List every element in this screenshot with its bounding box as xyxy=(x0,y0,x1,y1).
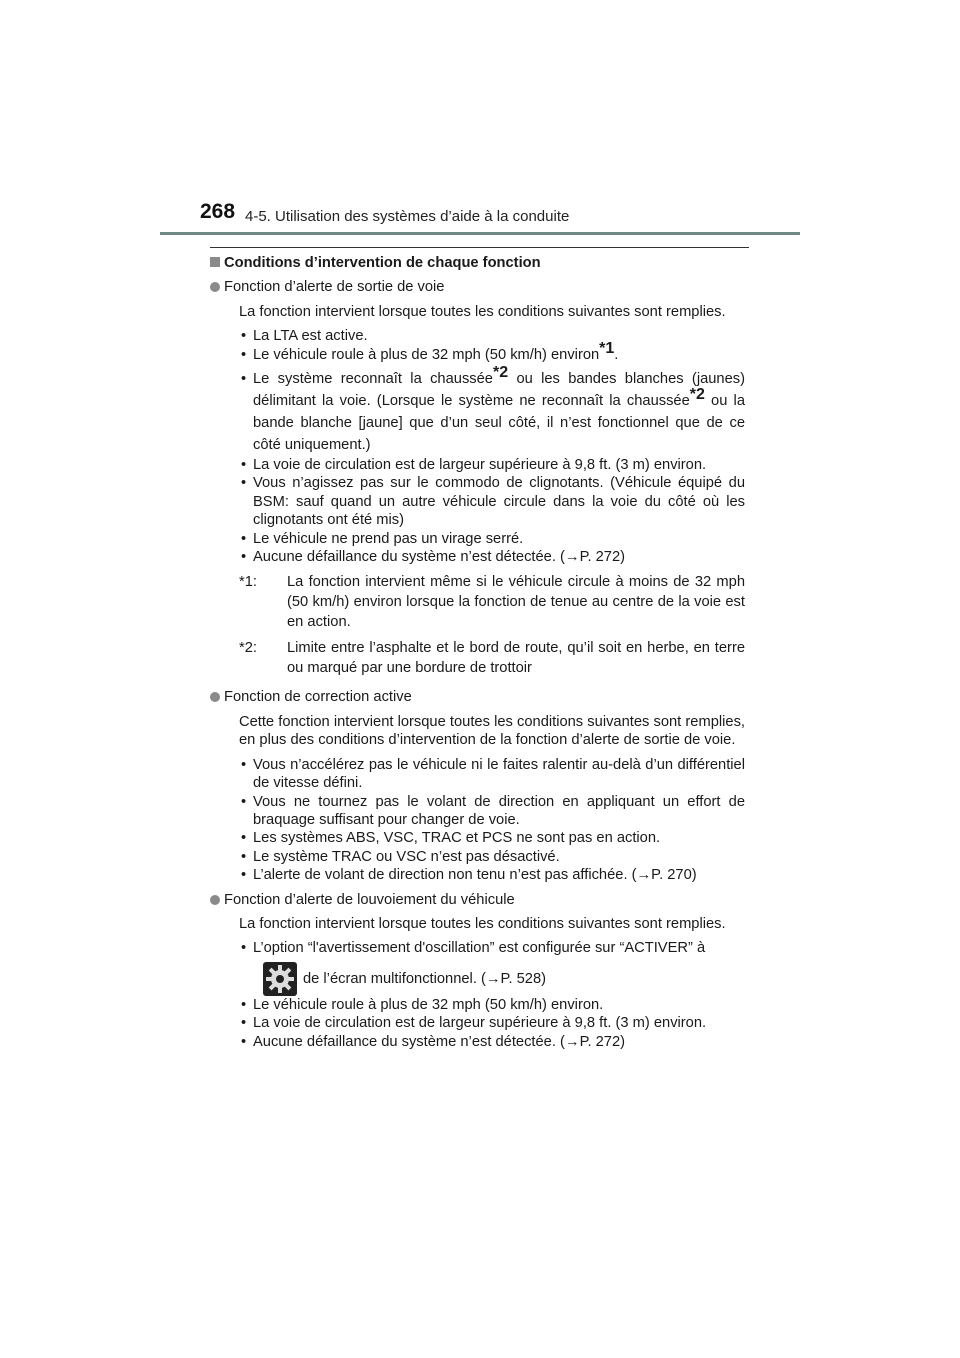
footnote-marker: *2 xyxy=(689,386,705,404)
list-item-text: Le véhicule roule à plus de 32 mph (50 km/h) environ xyxy=(253,346,600,363)
list-item: • Le véhicule ne prend pas un virage serré. xyxy=(239,530,745,548)
section-heading xyxy=(210,254,745,272)
circle-bullet-icon xyxy=(210,895,220,905)
list-item: • Les systèmes ABS, VSC, TRAC et PCS ne sont pas en action. xyxy=(239,829,745,847)
circle-bullet-icon xyxy=(210,692,220,702)
list-item: • Aucune défaillance du système n’est détectée. (→P. 272) xyxy=(239,548,745,566)
list-item: • Aucune défaillance du système n’est détectée. (→P. 272) xyxy=(239,1033,745,1051)
list-item-text: . xyxy=(614,346,619,363)
list-item-text: ou la bande blanche [jaune] que d’un seul côté, il n’est fonctionnel que de ce côté uniquement.) xyxy=(253,393,745,454)
function-title-active-correction xyxy=(210,688,745,706)
list-item-text: L’option “l'avertissement d'oscillation” est configurée sur “ACTIVER” à xyxy=(253,940,706,957)
page-content xyxy=(210,254,745,1057)
page-number: 268 xyxy=(200,200,236,223)
chapter-title: 4-5. Utilisation des systèmes d’aide à la conduite xyxy=(245,208,570,225)
content-rule xyxy=(210,247,749,248)
section-heading-text: Conditions d’intervention de chaque fonction xyxy=(224,255,541,271)
footnote-1 xyxy=(239,572,745,632)
footnote-text: La fonction intervient même si le véhicule circule à moins de 32 mph (50 km/h) environ lorsque la fonction de tenue au centre de la voie est en action. xyxy=(287,574,745,631)
square-bullet-icon xyxy=(210,257,220,267)
condition-list xyxy=(210,327,745,566)
footnote-marker: *2: xyxy=(239,640,257,657)
list-item xyxy=(239,364,745,456)
footnote-text: Limite entre l’asphalte et le bord de route, qu’il soit en herbe, en terre ou marqué par une bordure de trottoir xyxy=(287,640,745,677)
function-title-sway-warning xyxy=(210,891,745,909)
footnote-marker: *1 xyxy=(599,339,615,357)
list-item: • Vous n’accélérez pas le véhicule ni le faites ralentir au-delà d’un différentiel de vitesse défini. xyxy=(239,756,745,793)
function-intro: La fonction intervient lorsque toutes les conditions suivantes sont remplies. xyxy=(239,915,726,932)
function-title-text: Fonction d’alerte de sortie de voie xyxy=(224,279,445,296)
list-item-text: Le système reconnaît la chaussée xyxy=(253,371,493,388)
list-item: • Le système TRAC ou VSC n’est pas désactivé. xyxy=(239,848,745,866)
function-intro: La fonction intervient lorsque toutes les conditions suivantes sont remplies. xyxy=(239,303,726,320)
list-item: • La voie de circulation est de largeur supérieure à 9,8 ft. (3 m) environ. xyxy=(239,1014,745,1032)
list-item: • Le véhicule roule à plus de 32 mph (50 km/h) environ. xyxy=(239,996,745,1014)
footnote-2 xyxy=(239,638,745,678)
header-rule xyxy=(160,232,800,235)
list-item: • L’alerte de volant de direction non tenu n’est pas affichée. (→P. 270) xyxy=(239,866,745,884)
footnote-marker: *2 xyxy=(492,364,509,382)
condition-list xyxy=(210,756,745,885)
list-item: • La LTA est active. xyxy=(239,327,745,345)
function-title-text: Fonction d’alerte de louvoiement du véhicule xyxy=(224,891,515,908)
gear-icon xyxy=(263,962,297,996)
list-item-text: ou les bandes blanches (jaunes) délimitant la voie. (Lorsque le système ne reconnaît la chaussée xyxy=(253,371,745,410)
settings-reference xyxy=(253,962,546,996)
list-item-text: de l’écran multifonctionnel. (→P. 528) xyxy=(303,970,547,987)
list-item: • Vous ne tournez pas le volant de direction en appliquant un effort de braquage suffisant pour changer de voie. xyxy=(239,793,745,830)
function-intro: Cette fonction intervient lorsque toutes les conditions suivantes sont remplies, en plus des conditions d’intervention de la fonction d’alerte de sortie de voie. xyxy=(239,713,745,749)
function-title-text: Fonction de correction active xyxy=(224,689,412,706)
footnote-marker: *1: xyxy=(239,574,257,591)
list-item: • La voie de circulation est de largeur supérieure à 9,8 ft. (3 m) environ. xyxy=(239,456,745,474)
condition-list xyxy=(210,939,745,1051)
function-title-lane-departure xyxy=(210,278,745,296)
circle-bullet-icon xyxy=(210,282,220,292)
list-item xyxy=(239,939,745,995)
list-item xyxy=(239,339,745,364)
list-item: • Vous n’agissez pas sur le commodo de clignotants. (Véhicule équipé du BSM: sauf quand un autre véhicule circule dans la voie du côté où les clignotants ont été mis) xyxy=(239,474,745,529)
